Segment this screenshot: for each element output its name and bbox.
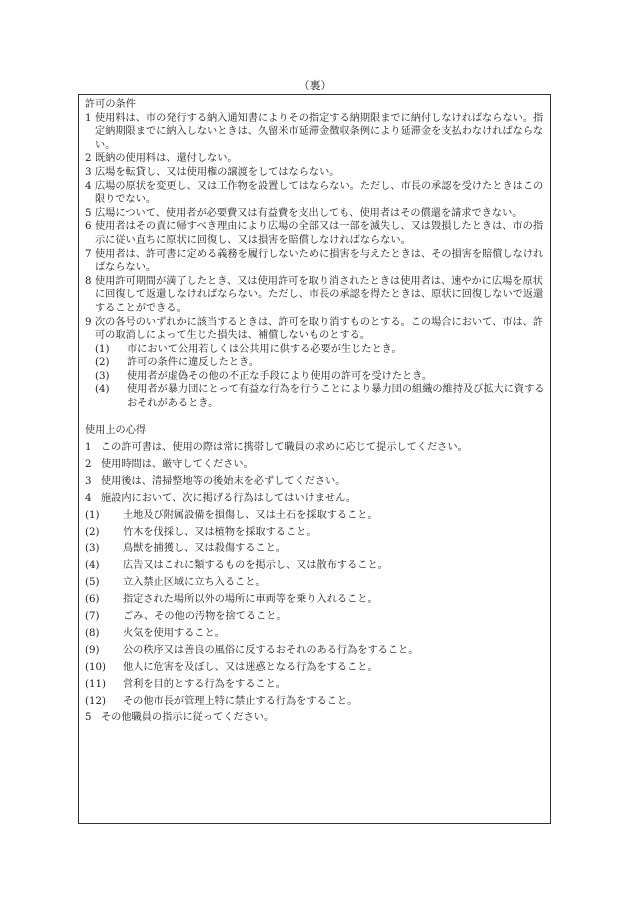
prohibited-act-item	[85, 576, 546, 590]
prohibited-act-item-number: (6)	[85, 594, 100, 606]
condition-item-text: 次の各号のいずれかに該当するときは、許可を取り消すものとする。この場合において、市は、許可の取消しによって生じた損失は、補償しないものとする。	[95, 316, 544, 342]
document-frame	[78, 94, 551, 824]
revocation-reason-item-number: (3)	[95, 370, 110, 382]
prohibited-act-item-text: 火気を使用すること。	[123, 627, 225, 639]
condition-item-text: 使用許可期間が満了したとき、又は使用許可を取り消されたときは使用者は、速やかに広場を原状に回復して返還しなければならない。ただし、市長の承認を得たときは、原状に回復しないで返還することができる。	[95, 275, 544, 314]
prohibited-act-item-number: (9)	[85, 644, 100, 656]
prohibited-act-item	[85, 644, 546, 658]
condition-item-number: 6	[85, 221, 92, 233]
prohibited-act-item-text: 広告又はこれに類するものを掲示し、又は散布すること。	[123, 560, 388, 572]
condition-item-text: 使用者はその責に帰すべき理由により広場の全部又は一部を滅失し、又は毀損したときは、市の指示に従い直ちに原状に回復し、又は損害を賠償しなければならない。	[95, 221, 544, 246]
condition-item	[85, 112, 546, 153]
prohibited-act-item-text: その他市長が管理上特に禁止する行為をすること。	[123, 695, 358, 707]
condition-item-number: 2	[85, 153, 92, 165]
condition-item-number: 4	[85, 180, 92, 192]
usage-note-item	[85, 711, 546, 725]
usage-note-item	[85, 441, 546, 455]
condition-item-text: 広場について、使用者が必要費又は有益費を支出しても、使用者はその償還を請求できない。	[95, 207, 523, 219]
usage-note-item-number: 3	[85, 475, 92, 487]
usage-notes-list	[85, 441, 546, 505]
revocation-reason-item-text: 市において公用若しくは公共用に供する必要が生じたとき。	[127, 343, 402, 355]
revocation-reason-item	[85, 383, 546, 410]
condition-item-text: 広場の原状を変更し、又は工作物を設置してはならない。ただし、市長の承認を受けたときはこの限りでない。	[95, 180, 544, 206]
prohibited-act-item-number: (12)	[85, 695, 106, 707]
condition-item	[85, 166, 546, 180]
condition-item-text: 既納の使用料は、還付しない。	[95, 153, 238, 165]
usage-note-item-text: 施設内において、次に掲げる行為はしてはいけません。	[101, 492, 357, 504]
prohibited-acts-list	[85, 509, 546, 708]
prohibited-act-item-text: 指定された場所以外の場所に車両等を乗り入れること。	[123, 594, 378, 606]
revocation-reason-item-text: 使用者が暴力団にとって有益な行為を行うことにより暴力団の組織の維持及び拡大に資するおそれがあるとき。	[127, 384, 545, 410]
prohibited-act-item-text: 他人に危害を及ぼし、又は迷惑となる行為をすること。	[123, 661, 378, 673]
prohibited-act-item	[85, 559, 546, 573]
prohibited-act-item-number: (1)	[85, 509, 100, 521]
usage-note-item-number: 2	[85, 459, 92, 471]
prohibited-act-item-number: (11)	[85, 678, 106, 690]
condition-item-text: 広場を転貸し、又は使用権の譲渡をしてはならない。	[95, 166, 340, 178]
revocation-reasons-list	[85, 343, 546, 411]
prohibited-act-item-number: (4)	[85, 560, 100, 572]
usage-notes-title: 使用上の心得	[85, 425, 147, 437]
usage-note-item-text: この許可書は、使用の際は常に携帯して職員の求めに応じて提示してください。	[101, 442, 468, 454]
condition-item-number: 3	[85, 166, 92, 178]
condition-item-number: 7	[85, 248, 92, 260]
usage-note-item-number: 4	[85, 492, 92, 504]
condition-item	[85, 207, 546, 221]
usage-note-item-text: 使用後は、清掃整地等の後始末を必ずしてください。	[101, 475, 346, 487]
prohibited-act-item	[85, 542, 546, 556]
prohibited-act-item-number: (3)	[85, 543, 100, 555]
section-gap	[85, 411, 546, 425]
revocation-reason-item	[85, 370, 546, 384]
prohibited-act-item	[85, 627, 546, 641]
revocation-reason-item-number: (2)	[95, 357, 110, 369]
condition-item	[85, 316, 546, 343]
prohibited-act-item	[85, 526, 546, 540]
prohibited-act-item	[85, 593, 546, 607]
condition-item	[85, 248, 546, 275]
prohibited-act-item-text: 公の秩序又は善良の風俗に反するおそれのある行為をすること。	[123, 644, 419, 656]
revocation-reason-item-text: 使用者が虚偽その他の不正な手段により使用の許可を受けたとき。	[127, 370, 433, 382]
conditions-list	[85, 112, 546, 343]
condition-item-number: 9	[85, 316, 92, 328]
condition-item	[85, 220, 546, 247]
prohibited-act-item-text: 立入禁止区域に立ち入ること。	[123, 577, 266, 589]
prohibited-act-item-number: (10)	[85, 661, 106, 673]
conditions-title: 許可の条件	[85, 99, 136, 110]
usage-note-item-text: 使用時間は、厳守してください。	[101, 459, 254, 471]
page-side-label: （裏）	[298, 79, 332, 92]
revocation-reason-item	[85, 356, 546, 370]
usage-note-item	[85, 458, 546, 472]
condition-item-number: 5	[85, 207, 92, 219]
revocation-reason-item-text: 許可の条件に違反したとき。	[127, 357, 260, 369]
prohibited-act-item	[85, 695, 546, 709]
prohibited-act-item-number: (2)	[85, 526, 100, 538]
prohibited-act-item	[85, 661, 546, 675]
prohibited-act-item-text: 竹木を伐採し、又は植物を採取すること。	[123, 526, 317, 538]
condition-item-text: 使用者は、許可書に定める義務を履行しないために損害を与えたときは、その損害を賠償しなければならない。	[95, 248, 544, 274]
prohibited-act-item-text: 鳥獣を捕獲し、又は殺傷すること。	[123, 543, 286, 555]
condition-item	[85, 152, 546, 166]
prohibited-act-item-number: (8)	[85, 627, 100, 639]
revocation-reason-item-number: (1)	[95, 343, 110, 355]
condition-item	[85, 275, 546, 316]
usage-note-item	[85, 492, 546, 506]
usage-final-note	[85, 711, 546, 725]
prohibited-act-item	[85, 610, 546, 624]
condition-item-text: 使用料は、市の発行する納入通知書によりその指定する納期限までに納付しなければならない。指定納期限までに納入しないときは、久留米市延滞金徴収条例により延滞金を支払わなければならない。	[95, 112, 544, 151]
usage-note-item-number: 1	[85, 442, 92, 454]
usage-note-item-text: その他職員の指示に従ってください。	[101, 712, 275, 724]
prohibited-act-item	[85, 678, 546, 692]
revocation-reason-item	[85, 343, 546, 357]
prohibited-act-item-number: (5)	[85, 577, 100, 589]
revocation-reason-item-number: (4)	[95, 384, 110, 396]
usage-note-item	[85, 475, 546, 489]
usage-note-item-number: 5	[85, 712, 92, 724]
prohibited-act-item-number: (7)	[85, 611, 100, 623]
prohibited-act-item-text: 営利を目的とする行為をすること。	[123, 678, 286, 690]
condition-item	[85, 180, 546, 207]
prohibited-act-item	[85, 509, 546, 523]
condition-item-number: 8	[85, 275, 92, 287]
prohibited-act-item-text: ごみ、その他の汚物を捨てること。	[123, 611, 287, 623]
condition-item-number: 1	[85, 112, 92, 124]
prohibited-act-item-text: 土地及び附属設備を損傷し、又は土石を採取すること。	[123, 509, 378, 521]
